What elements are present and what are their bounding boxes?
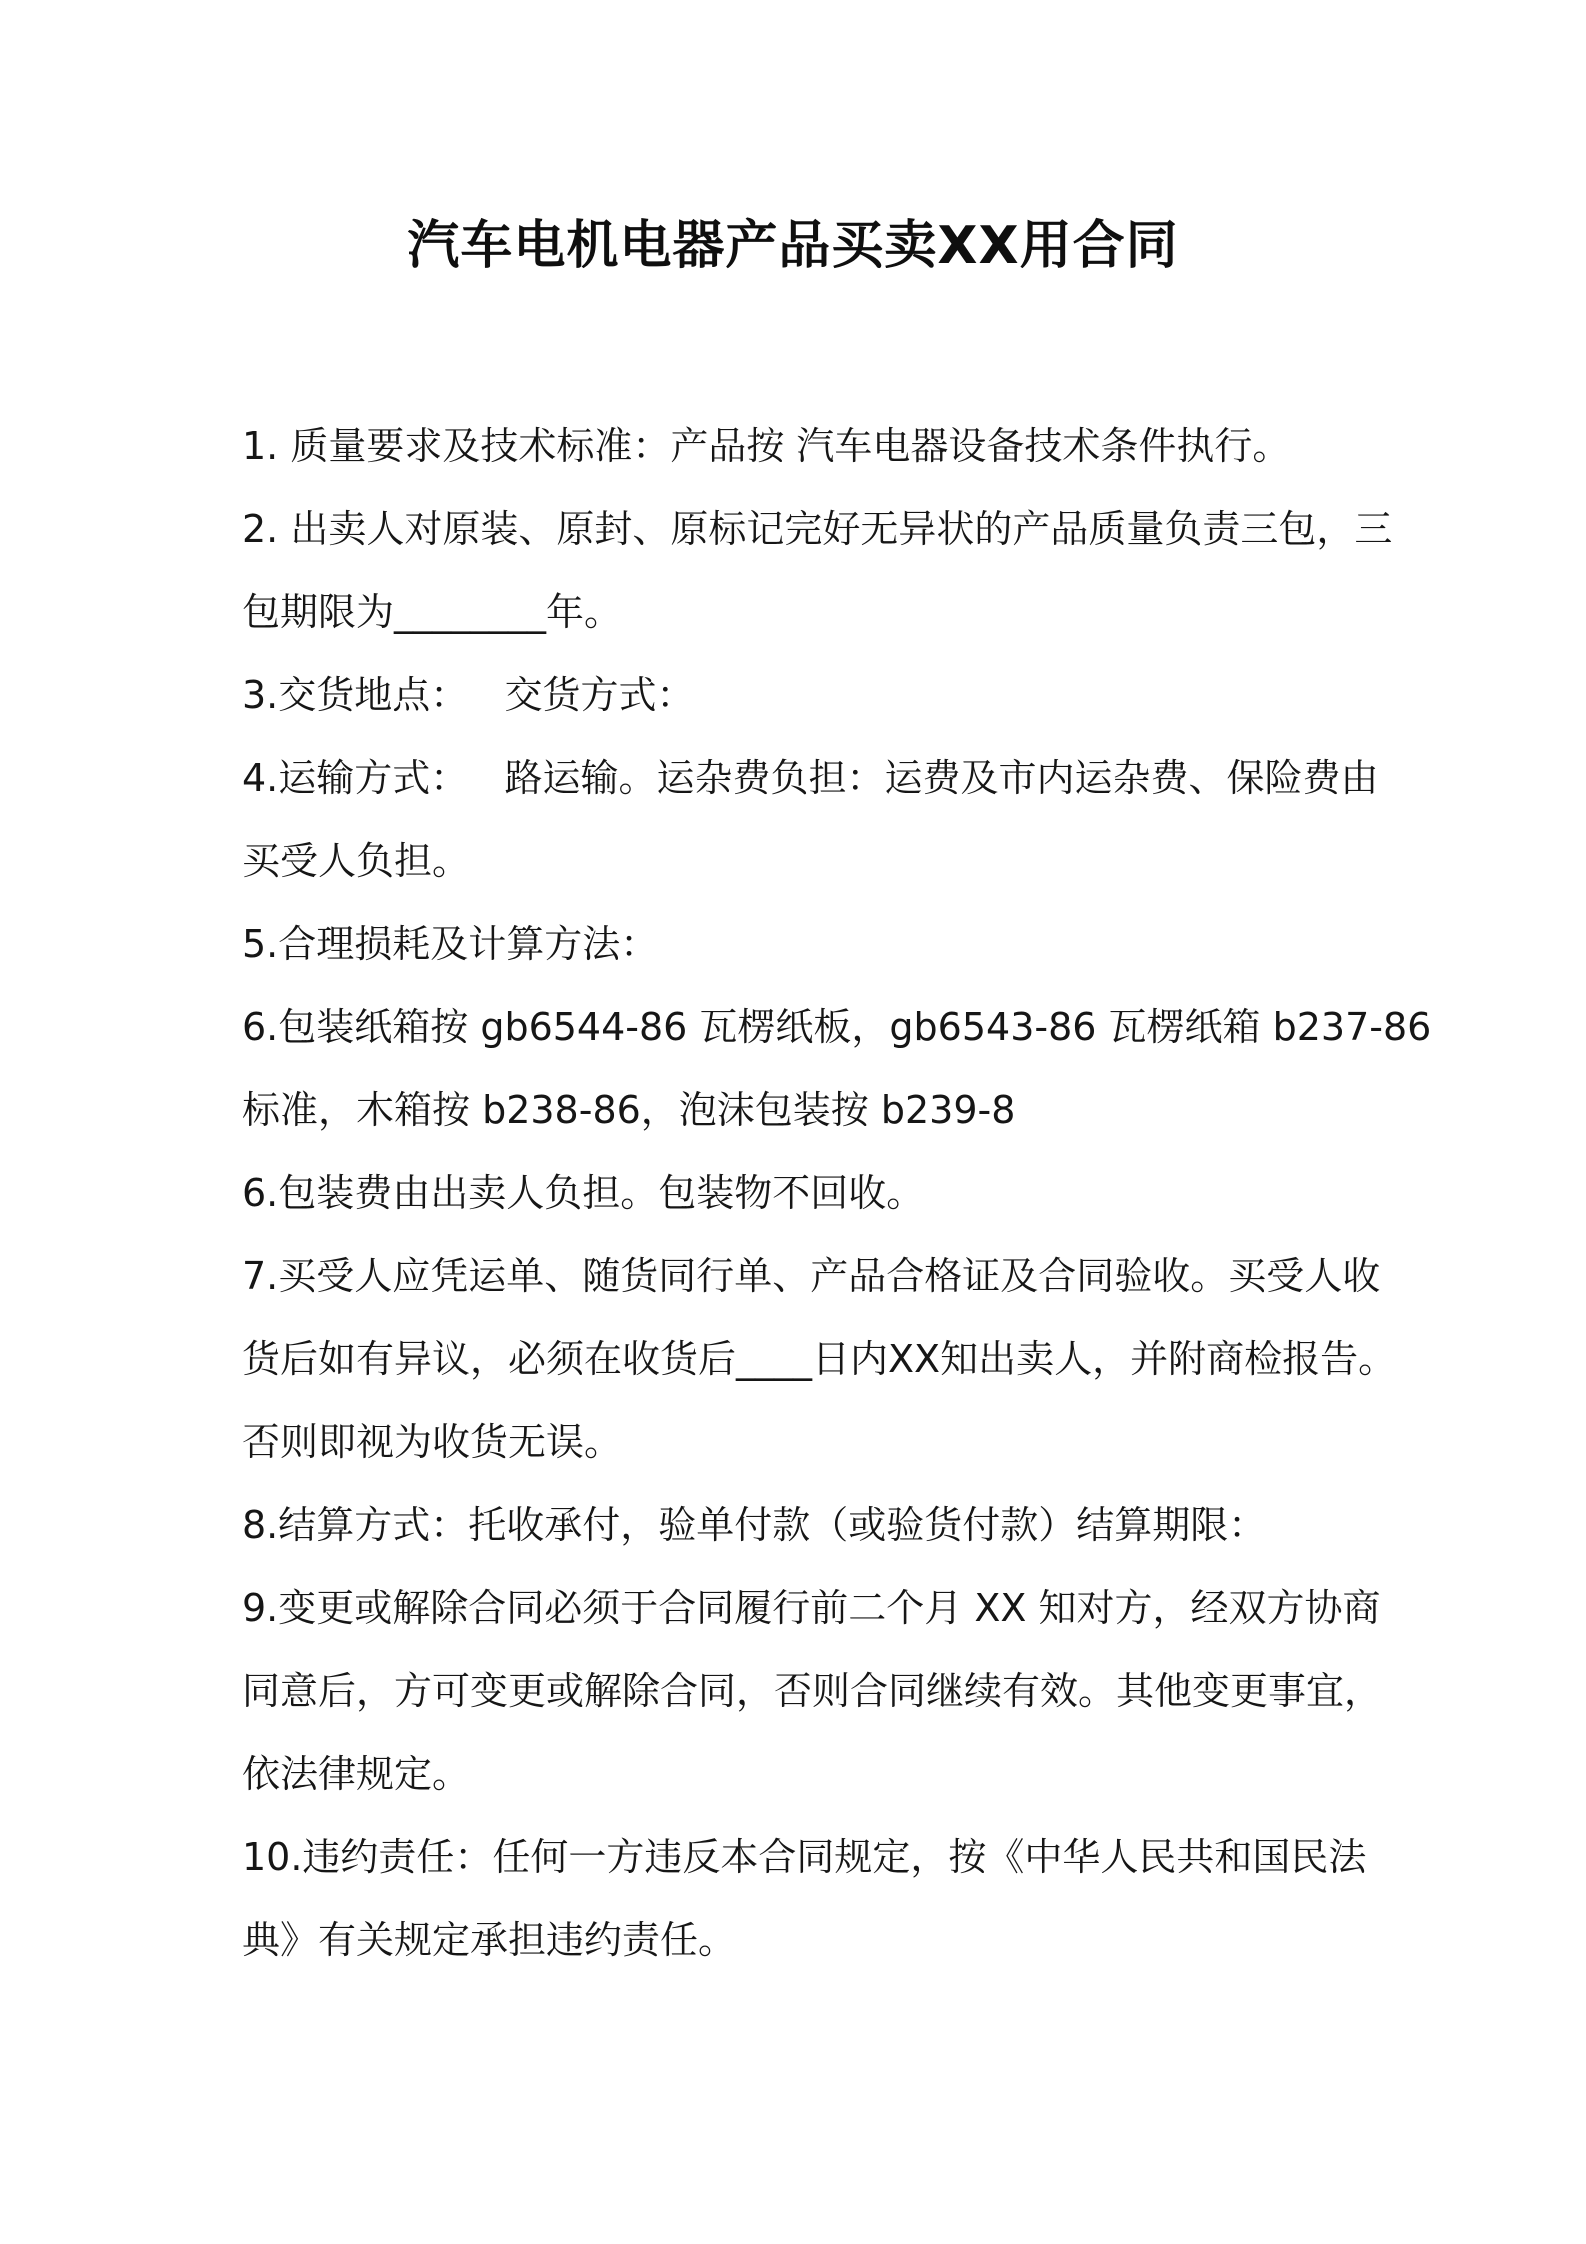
clause-line-2: 2. 出卖人对原装、原封、原标记完好无异状的产品质量负责三包，三 — [242, 507, 1393, 551]
document-title: 汽车电机电器产品买卖XX用合同 — [407, 216, 1179, 276]
clause-line-11: 7.买受人应凭运单、随货同行单、产品合格证及合同验收。买受人收 — [242, 1254, 1381, 1298]
clause-line-15: 9.变更或解除合同必须于合同履行前二个月 XX 知对方，经双方协商 — [242, 1586, 1381, 1630]
clause-line-19: 典》有关规定承担违约责任。 — [242, 1918, 737, 1962]
clause-line-6: 买受人负担。 — [242, 839, 471, 883]
clause-line-8: 6.包装纸箱按 gb6544-86 瓦楞纸板，gb6543-86 瓦楞纸箱 b237-86 — [242, 1005, 1432, 1049]
clause-line-4: 3.交货地点： 交货方式： — [242, 673, 695, 717]
clause-line-9: 标准，木箱按 b238-86，泡沫包装按 b239-8 — [242, 1088, 1016, 1132]
document-body — [242, 405, 1432, 1982]
clause-line-18: 10.违约责任：任何一方违反本合同规定，按《中华人民共和国民法 — [242, 1835, 1367, 1879]
clause-line-14: 8.结算方式：托收承付，验单付款（或验货付款）结算期限： — [242, 1503, 1267, 1547]
clause-line-5: 4.运输方式： 路运输。运杂费负担：运费及市内运杂费、保险费由 — [242, 756, 1379, 800]
clause-line-13: 否则即视为收货无误。 — [242, 1420, 623, 1464]
clause-line-12: 货后如有异议，必须在收货后____日内XX知出卖人，并附商检报告。 — [242, 1337, 1397, 1381]
clause-line-10: 6.包装费由出卖人负担。包装物不回收。 — [242, 1171, 925, 1215]
clause-line-1: 1. 质量要求及技术标准：产品按 汽车电器设备技术条件执行。 — [242, 424, 1291, 468]
clause-line-16: 同意后，方可变更或解除合同，否则合同继续有效。其他变更事宜， — [242, 1669, 1383, 1713]
clause-line-17: 依法律规定。 — [242, 1752, 471, 1796]
clause-line-7: 5.合理损耗及计算方法： — [242, 922, 659, 966]
clause-line-3: 包期限为________年。 — [242, 590, 623, 634]
